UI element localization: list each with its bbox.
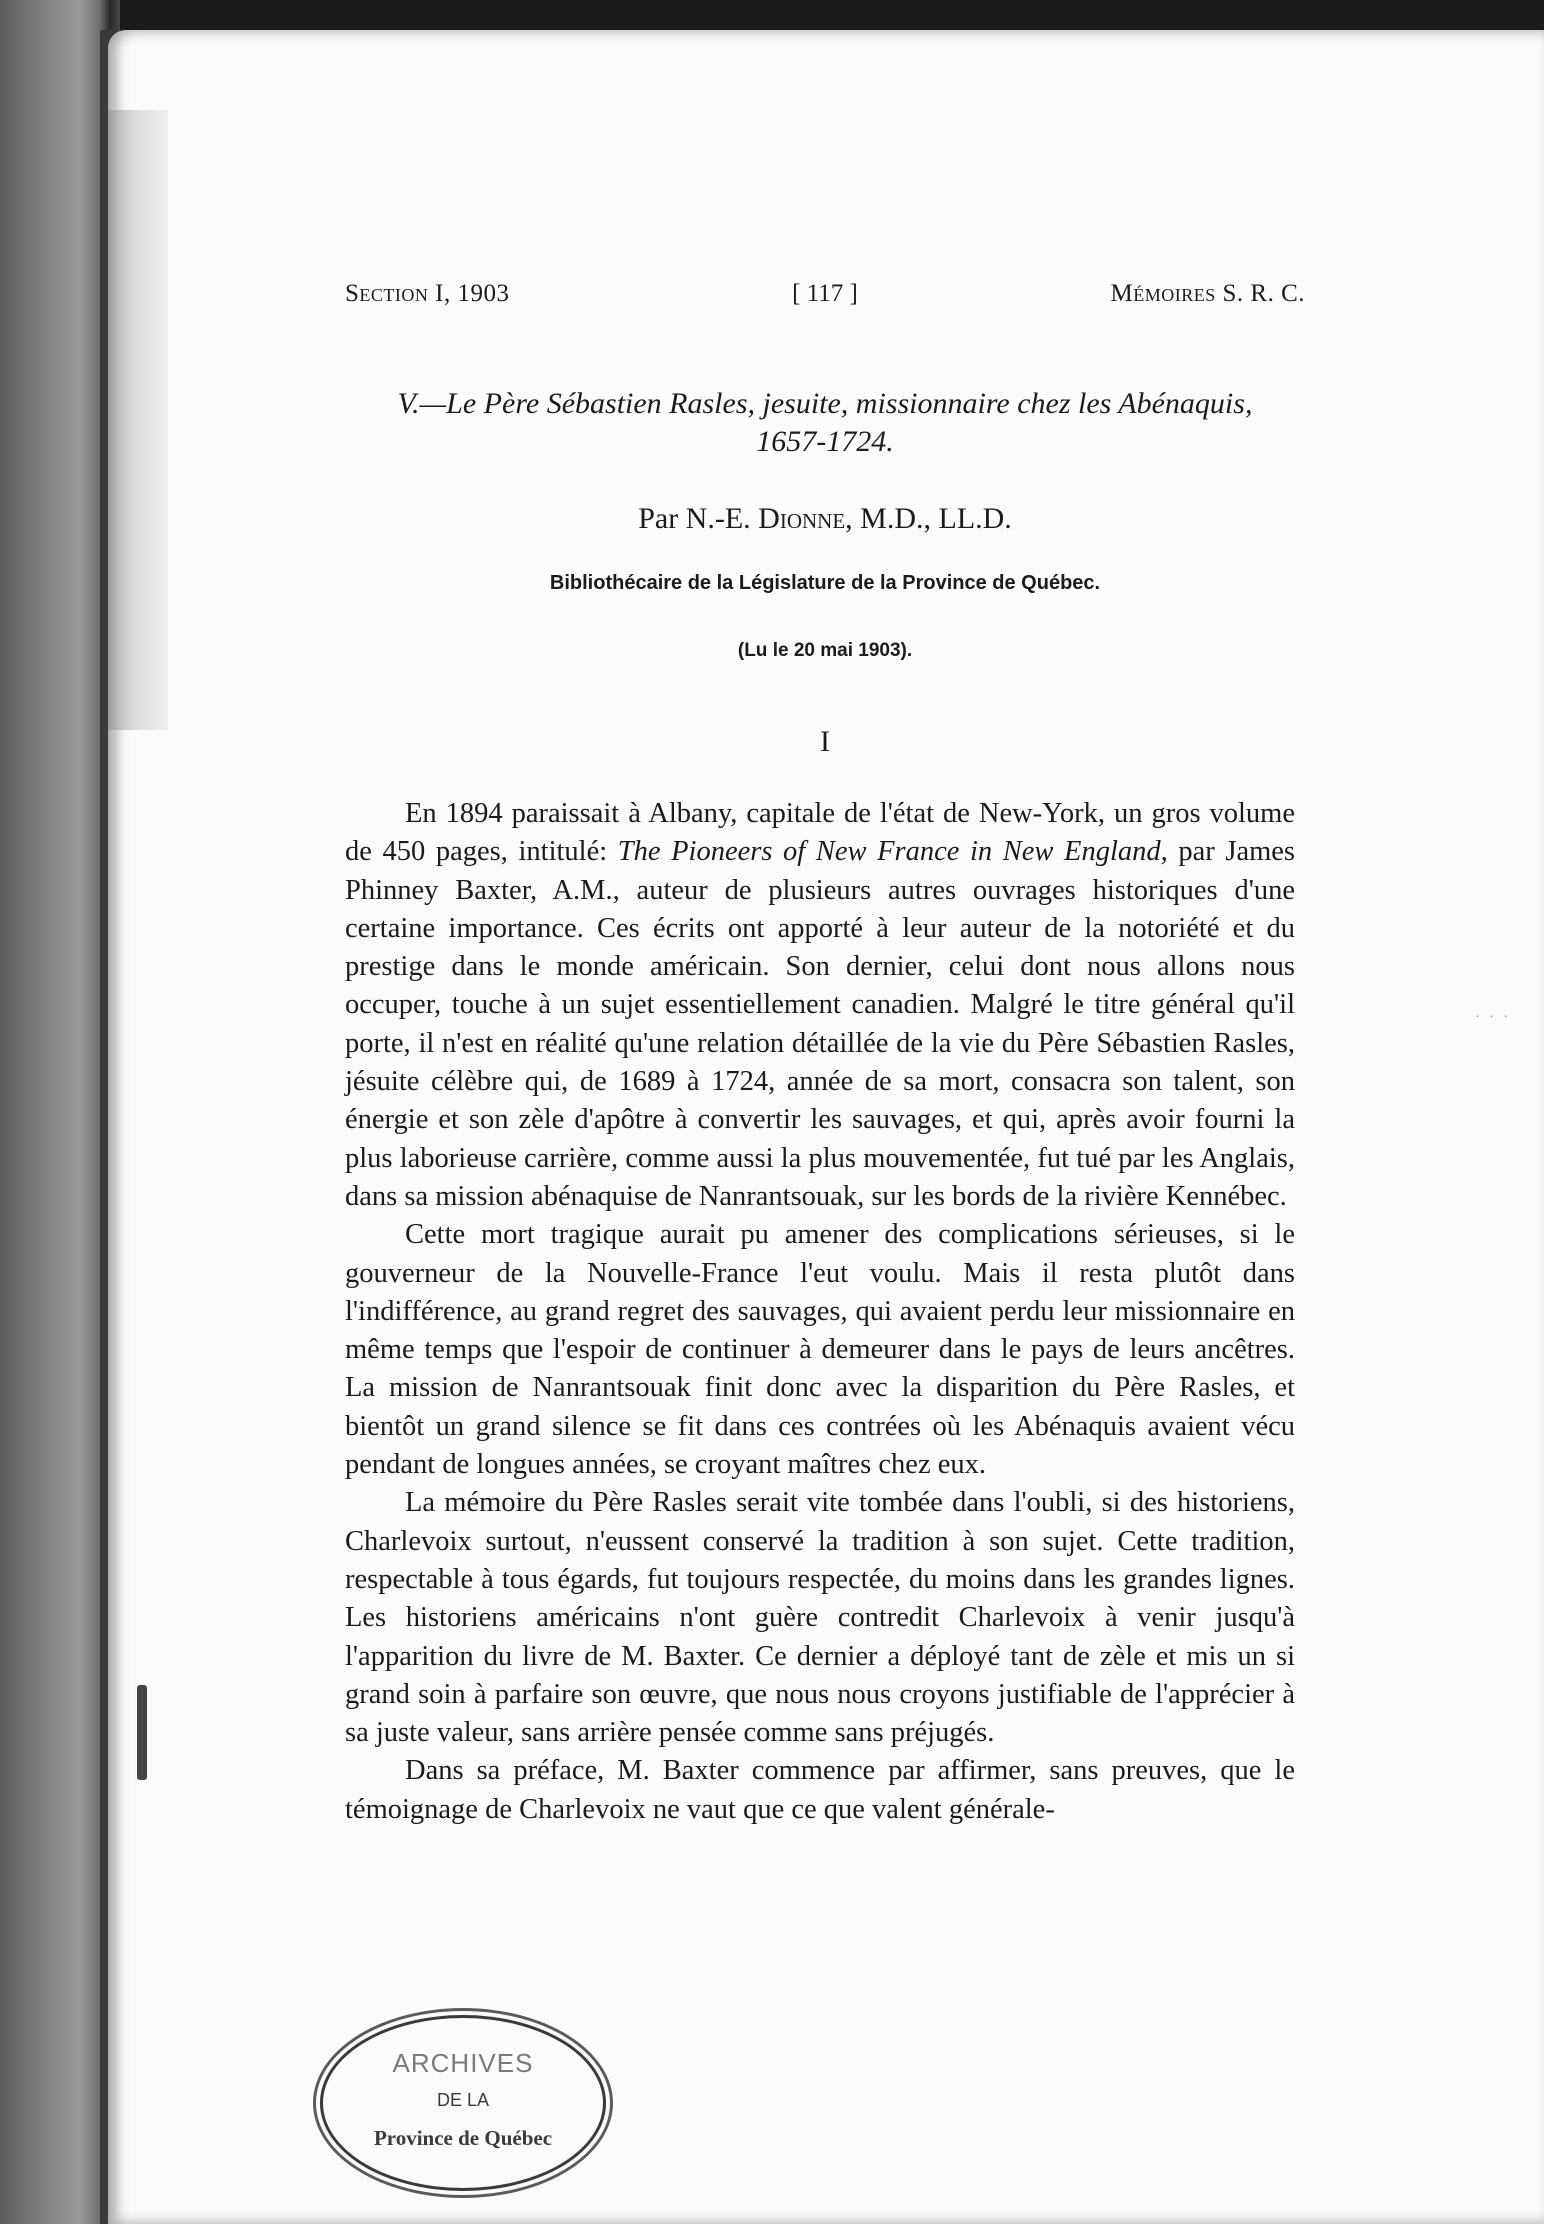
archives-stamp (320, 2015, 606, 2191)
paragraph-2: Cette mort tragique aurait pu amener des complications sérieuses, si le gouverneur de la Nouvelle-France l'eut voulu. Mais il resta plutôt dans l'indifférence, au grand regret des sauvages, qui avaient perdu leur missionnaire en même temps que l'espoir de continuer à demeurer dans le pays de leurs ancêtres. La mission de Nanrantsouak finit donc avec la disparition du Père Rasles, et bientôt un grand silence se fit dans ces contrées où les Abénaquis avaient vécu pendant de longues années, se croyant maîtres chez eux. (345, 1219, 1295, 1481)
author-suffix: , M.D., LL.D. (845, 502, 1012, 535)
stamp-line-2: DE LA (436, 2090, 490, 2110)
title-line-2: 1657-1724. (756, 425, 894, 458)
paragraph-4: Dans sa préface, M. Baxter commence par affirmer, sans preuves, que le témoignage de Charlevoix ne vaut que ce que valent générale- (345, 1755, 1295, 1825)
header-journal: Mémoires S. R. C. (1110, 280, 1305, 307)
header-section: Section I, 1903 (345, 280, 510, 307)
paragraph-1-text-a: En 1894 paraissait à Albany, capitale de l'état de New-York, un gros volume de 450 pages, intitulé: (345, 798, 1295, 868)
book-title: The Pioneers of New France in New England, (617, 836, 1168, 868)
running-header (345, 280, 1305, 320)
read-date: (Lu le 20 mai 1903). (737, 640, 913, 661)
paper-specks: · · · (1475, 1010, 1511, 1025)
stamp-line-1: ARCHIVES (392, 2048, 534, 2078)
author-name: Dionne (758, 502, 846, 535)
paragraph-3: La mémoire du Père Rasles serait vite tombée dans l'oubli, si des historiens, Charlevoix surtout, n'eussent conservé la tradition à son sujet. Cette tradition, respectable à tous égards, fut toujours respectée, du moins dans les grandes lignes. Les historiens américains n'ont guère contredit Charlevoix à venir jusqu'à l'apparition du livre de M. Baxter. Ce dernier a déployé tant de zèle et mis un si grand soin à parfaire son œuvre, que nous nous croyons justifiable de l'apprécier à sa juste valeur, sans arrière pensée comme sans préjugés. (345, 1487, 1295, 1749)
paragraph-1-text-b: par James Phinney Baxter, A.M., auteur de plusieurs autres ouvrages historiques d'une certaine importance. Ces écrits ont apporté à leur auteur de la notoriété et du prestige dans le monde américain. Son dernier, celui dont nous allons nous occuper, touche à un sujet essentiellement canadien. Malgré le titre général qu'il porte, il n'est en réalité qu'une relation détaillée de la vie du Père Sébastien Rasles, jésuite célèbre qui, de 1689 à 1724, année de sa mort, consacra son talent, son énergie et son zèle d'apôtre à convertir les sauvages, et qui, après avoir fourni la plus laborieuse carrière, comme aussi la plus mouvementée, fut tué par les Anglais, dans sa mission abénaquise de Nanrantsouak, sur les bords de la rivière Kennébec. (345, 836, 1296, 1212)
binding-pin (137, 1685, 147, 1780)
torn-paper-edge (108, 110, 168, 730)
page-number: [ 117 ] (792, 280, 858, 307)
author-line (345, 502, 1305, 536)
article-title (345, 385, 1305, 461)
title-line-1: V.—Le Père Sébastien Rasles, jesuite, missionnaire chez les Abénaquis, (397, 387, 1253, 420)
author-affiliation: Bibliothécaire de la Législature de la Province de Québec. (549, 572, 1101, 594)
article-body (345, 795, 1295, 1829)
stamp-line-3: Province de Québec (373, 2126, 553, 2150)
section-number: I (820, 725, 830, 758)
author-prefix: Par N.-E. (638, 502, 759, 535)
paragraph-1 (345, 795, 1295, 1216)
